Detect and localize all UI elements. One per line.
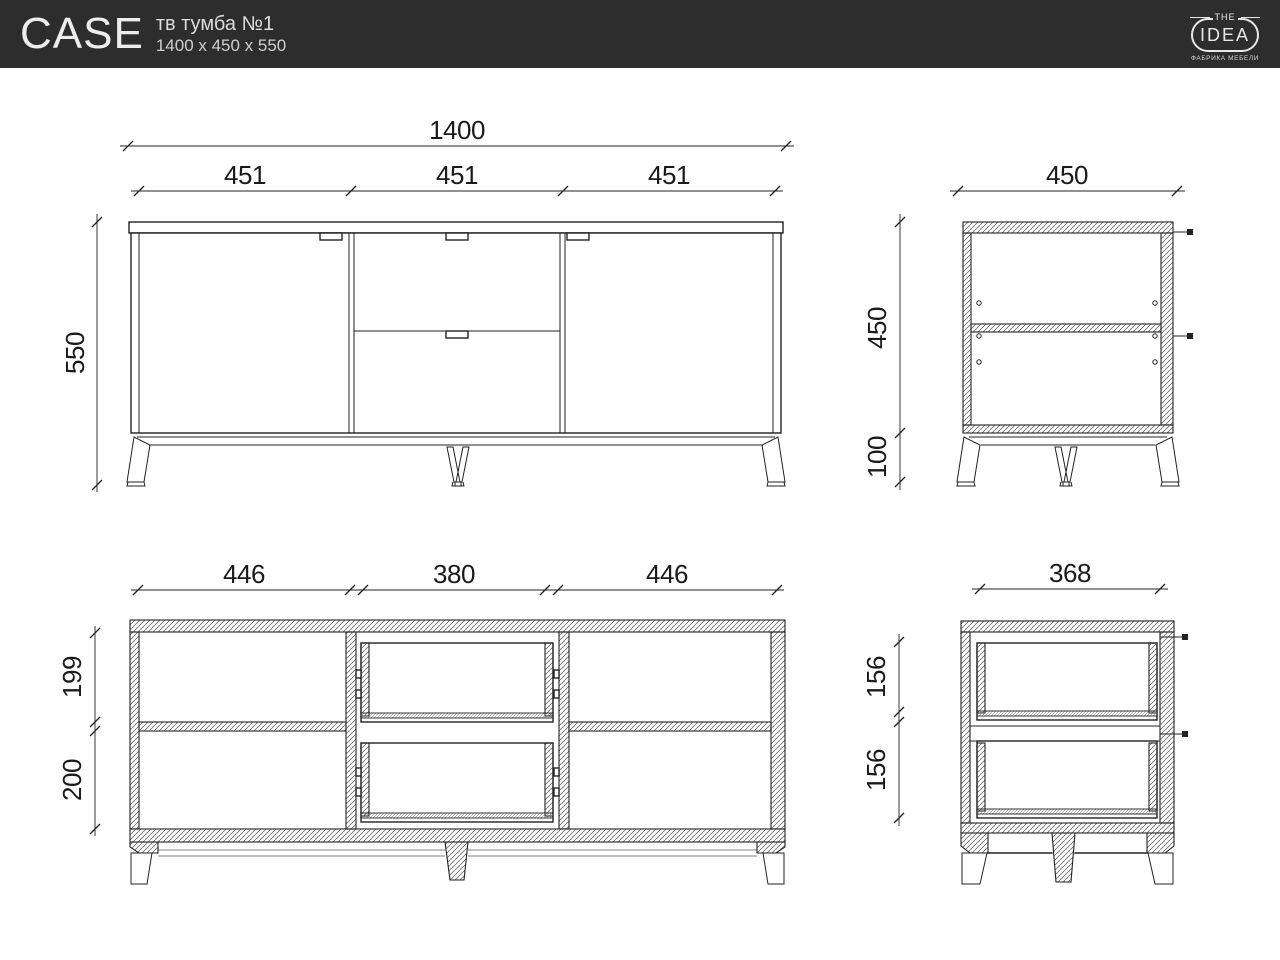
- dim-fsec-w1: 446: [223, 559, 265, 589]
- logo-idea: IDEA: [1191, 18, 1259, 52]
- product-size: 1400 x 450 x 550: [155, 35, 287, 55]
- dim-front-height: 550: [60, 332, 90, 374]
- handle-hook-top: [1182, 634, 1188, 640]
- handle-profile-middle: [1187, 333, 1193, 339]
- dim-fsec-lower: 200: [57, 759, 87, 801]
- dim-ssec-width: 368: [1049, 558, 1091, 588]
- product-titles: [156, 13, 286, 56]
- logo-tagline: ФАБРИКА МЕБЕЛИ: [1190, 55, 1260, 62]
- dim-side-legs: 100: [862, 436, 892, 478]
- dim-fsec-w3: 446: [646, 559, 688, 589]
- technical-drawing: [0, 68, 1280, 960]
- dim-fsec-w2: 380: [433, 559, 475, 589]
- app-header: [0, 0, 1280, 68]
- product-name: тв тумба №1: [155, 12, 275, 35]
- logo-line-right: [1241, 17, 1261, 18]
- logo-the: THE: [1214, 12, 1236, 22]
- handle-right-door: [567, 233, 589, 240]
- dim-front-s3: 451: [648, 160, 690, 190]
- dim-ssec-d2: 156: [861, 749, 891, 791]
- brand-logo: [1188, 6, 1262, 62]
- side-view: [862, 160, 1193, 490]
- dim-fsec-upper: 199: [57, 656, 87, 698]
- logo-line-left: [1190, 17, 1210, 18]
- dim-side-height: 450: [862, 307, 892, 349]
- dim-front-s1: 451: [224, 160, 266, 190]
- dim-front-total: 1400: [429, 115, 485, 145]
- dim-front-s2: 451: [436, 160, 478, 190]
- dim-ssec-d1: 156: [861, 656, 891, 698]
- logo-the-row: [1190, 12, 1260, 22]
- front-view: [60, 115, 794, 492]
- handle-profile-top: [1187, 229, 1193, 235]
- dim-side-depth: 450: [1046, 160, 1088, 190]
- handle-top-drawer: [446, 233, 468, 240]
- front-section-view: [57, 559, 785, 884]
- handle-left-door: [320, 233, 342, 240]
- side-section-view: [861, 558, 1188, 884]
- handle-bottom-drawer: [446, 331, 468, 338]
- handle-hook-bottom: [1182, 731, 1188, 737]
- brand-title: CASE: [20, 9, 144, 58]
